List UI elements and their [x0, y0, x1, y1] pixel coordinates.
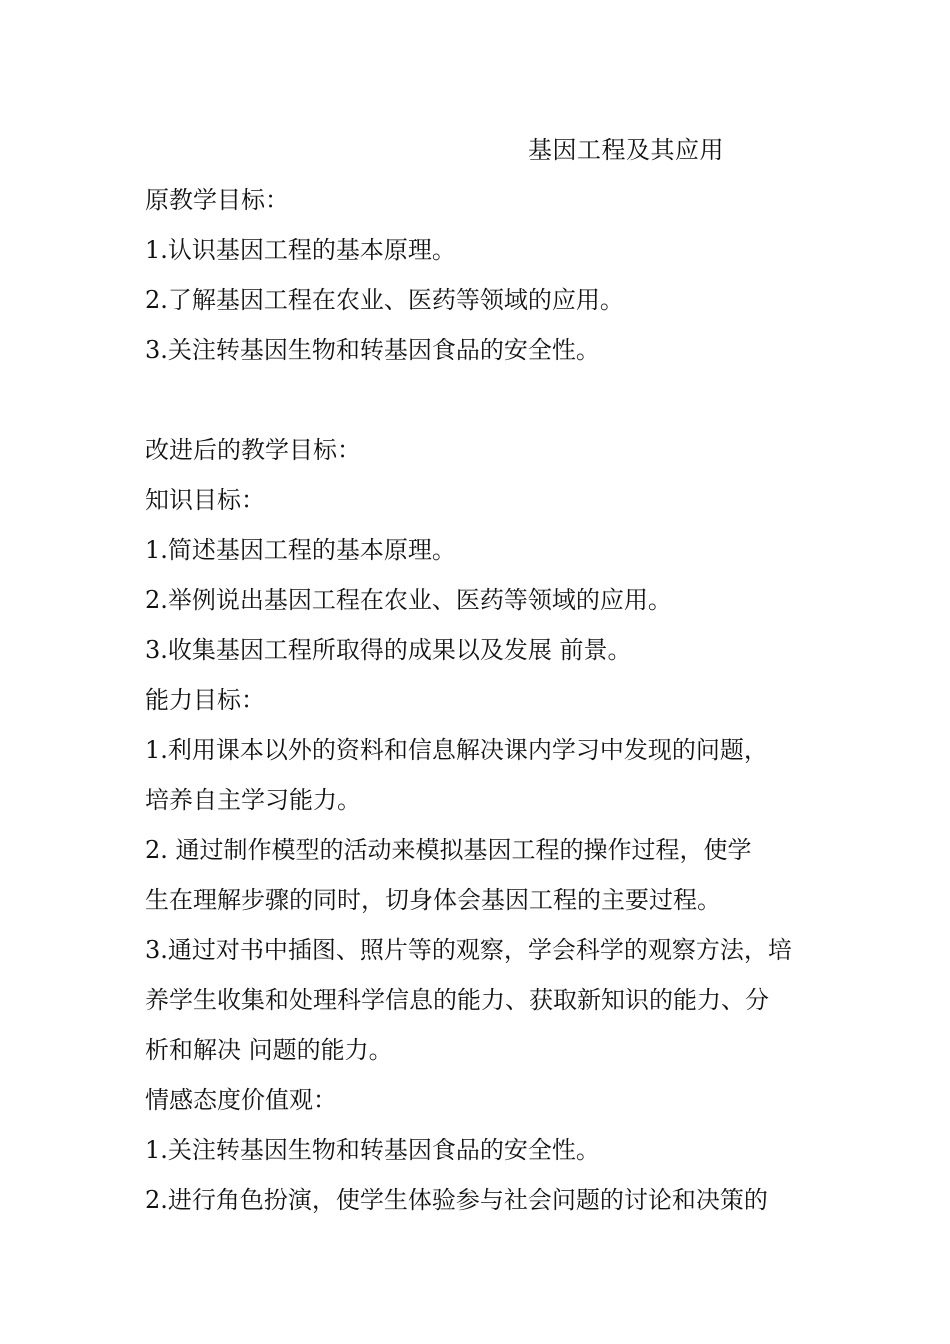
original-objectives-heading: 原教学目标： [145, 186, 289, 214]
original-objective-item: 3.关注转基因生物和转基因食品的安全性。 [145, 336, 600, 364]
document-title: 基因工程及其应用 [528, 136, 724, 164]
improved-objectives-heading: 改进后的教学目标： [145, 436, 361, 464]
ability-objective-line: 析和解决 问题的能力。 [145, 1036, 393, 1064]
ability-objective-line: 3.通过对书中插图、照片等的观察，学会科学的观察方法，培 [145, 936, 792, 964]
attitude-objective-line: 1.关注转基因生物和转基因食品的安全性。 [145, 1136, 600, 1164]
attitude-objective-line: 2.进行角色扮演，使学生体验参与社会问题的讨论和决策的 [145, 1186, 768, 1214]
knowledge-objective-item: 1.简述基因工程的基本原理。 [145, 536, 456, 564]
ability-objective-line: 2. 通过制作模型的活动来模拟基因工程的操作过程，使学 [145, 836, 752, 864]
attitude-objectives-heading: 情感态度价值观： [145, 1086, 337, 1114]
ability-objectives-heading: 能力目标： [145, 686, 265, 714]
original-objective-item: 2.了解基因工程在农业、医药等领域的应用。 [145, 286, 624, 314]
document-body [145, 182, 810, 1232]
ability-objective-line: 生在理解步骤的同时，切身体会基因工程的主要过程。 [145, 886, 721, 914]
ability-objective-line: 1.利用课本以外的资料和信息解决课内学习中发现的问题， [145, 736, 768, 764]
ability-objective-line: 培养自主学习能力。 [145, 786, 361, 814]
knowledge-objective-item: 2.举例说出基因工程在农业、医药等领域的应用。 [145, 586, 672, 614]
original-objective-item: 1.认识基因工程的基本原理。 [145, 236, 456, 264]
knowledge-objectives-heading: 知识目标： [145, 486, 265, 514]
paragraph-gap [145, 382, 810, 432]
knowledge-objective-item: 3.收集基因工程所取得的成果以及发展 前景。 [145, 636, 632, 664]
ability-objective-line: 养学生收集和处理科学信息的能力、获取新知识的能力、分 [145, 986, 769, 1014]
